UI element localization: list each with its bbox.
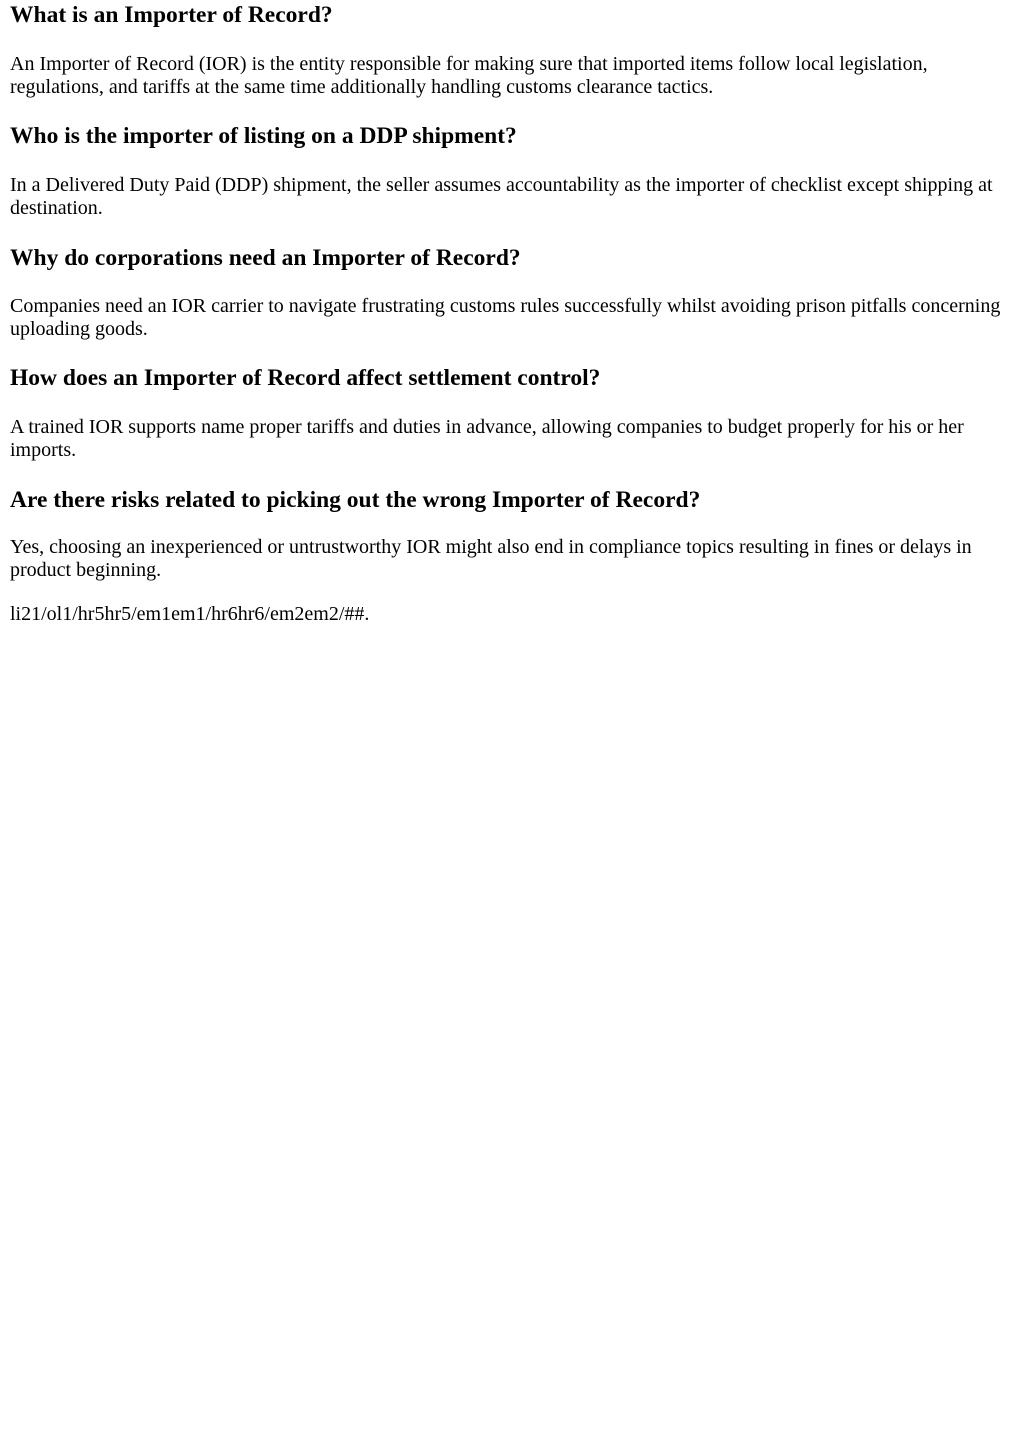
faq-question-4: How does an Importer of Record affect settlement control? — [10, 365, 601, 391]
faq-question-5: Are there risks related to picking out the wrong Importer of Record? — [10, 487, 701, 513]
faq-content — [0, 0, 1024, 626]
faq-answer-4: A trained IOR supports name proper tariffs and duties in advance, allowing companies to budget properly for his or her imports. — [10, 416, 964, 461]
faq-question-2: Who is the importer of listing on a DDP shipment? — [10, 123, 517, 149]
faq-answer-3: Companies need an IOR carrier to navigate frustrating customs rules successfully whilst avoiding prison pitfalls concerning uploading goods. — [10, 295, 1001, 340]
faq-question-3: Why do corporations need an Importer of Record? — [10, 245, 521, 271]
faq-answer-1: An Importer of Record (IOR) is the entity responsible for making sure that imported items follow local legislation, regulations, and tariffs at the same time additionally handling customs clearance tactics. — [10, 53, 928, 98]
faq-answer-2: In a Delivered Duty Paid (DDP) shipment, the seller assumes accountability as the importer of checklist except shipping at destination. — [10, 174, 993, 219]
faq-answer-5: Yes, choosing an inexperienced or untrustworthy IOR might also end in compliance topics resulting in fines or delays in product beginning. — [10, 536, 972, 581]
footer-text: li21/ol1/hr5hr5/em1em1/hr6hr6/em2em2/##. — [10, 603, 370, 625]
faq-question-1: What is an Importer of Record? — [10, 2, 333, 28]
